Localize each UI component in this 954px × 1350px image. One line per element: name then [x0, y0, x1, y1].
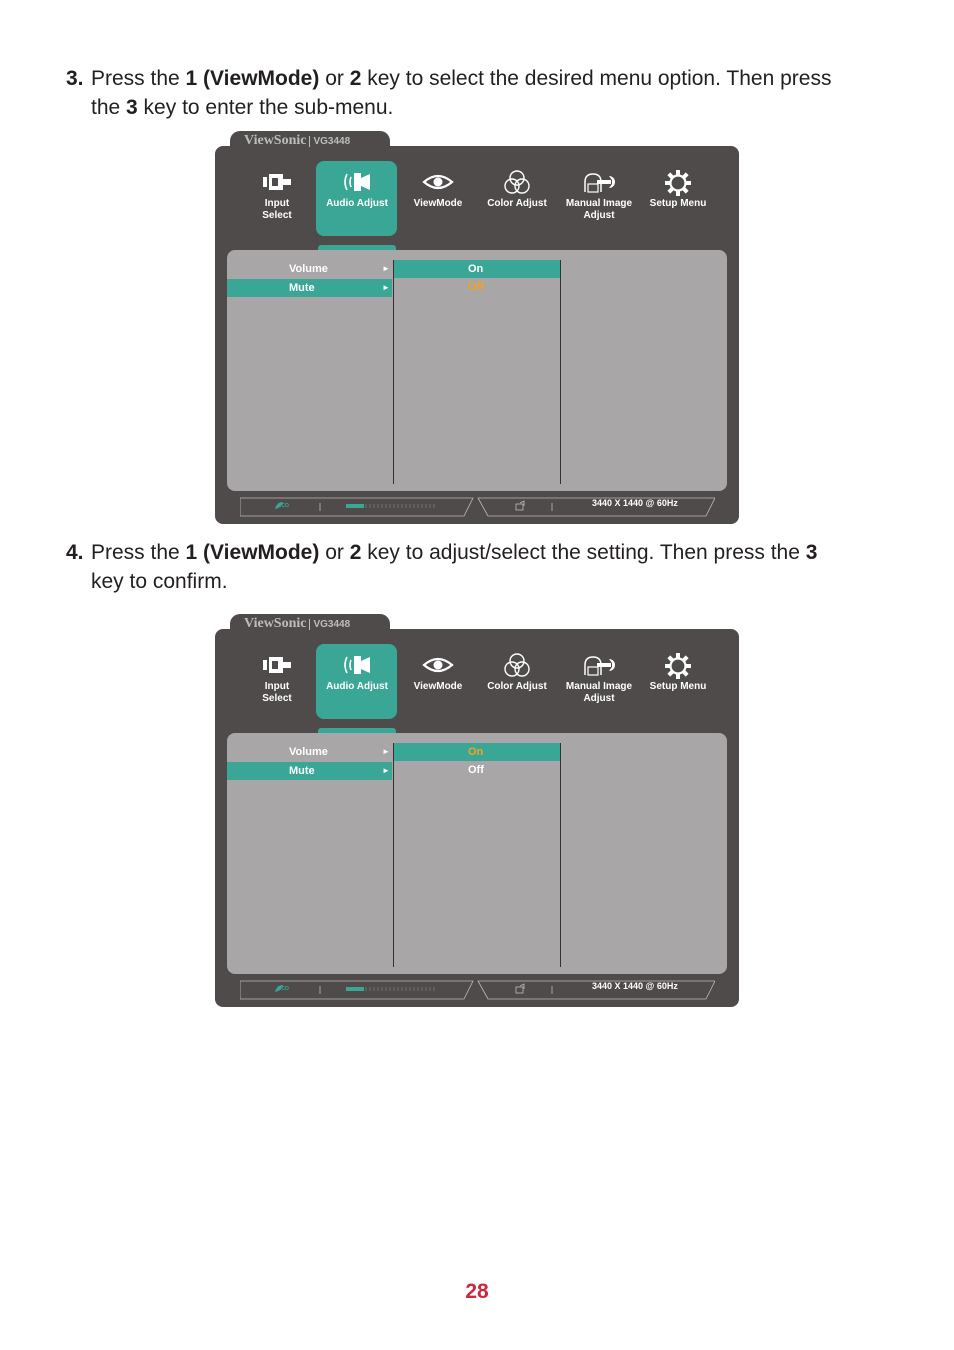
arrow-right-icon: ► — [382, 747, 390, 756]
arrow-right-icon: ► — [382, 283, 390, 292]
option-label: On — [468, 746, 484, 758]
menu-label: Color Adjust — [487, 198, 547, 209]
color-adjust-icon — [500, 653, 534, 679]
menu-item-setup-menu[interactable] — [636, 644, 720, 729]
menu-item-viewmode[interactable] — [396, 644, 480, 729]
audio-adjust-icon — [340, 653, 374, 677]
menu-label: Color Adjust — [487, 681, 547, 692]
page-number: 28 — [465, 1280, 489, 1303]
submenu-item-volume[interactable] — [227, 743, 392, 761]
manual-image-adjust-icon — [579, 170, 619, 194]
text: or — [319, 67, 350, 90]
resolution-readout: 3440 X 1440 @ 60Hz — [592, 981, 678, 991]
text: Press the — [91, 67, 186, 90]
brand-name: ViewSonic — [244, 133, 307, 148]
color-adjust-icon — [500, 170, 534, 196]
text: key to confirm. — [91, 570, 228, 593]
step-3-text — [66, 64, 886, 122]
manual-image-adjust-icon — [579, 653, 619, 677]
submenu-item-mute[interactable] — [227, 279, 392, 297]
model-name: VG3448 — [309, 136, 350, 147]
status-bar — [240, 980, 715, 1000]
submenu-label: Mute — [289, 282, 315, 294]
key-name: 3 — [126, 96, 138, 119]
status-bar — [240, 497, 715, 517]
brand-logo — [244, 616, 350, 632]
menu-item-color-adjust[interactable] — [475, 161, 559, 246]
key-name: 1 (ViewMode) — [185, 541, 320, 564]
menu-item-input-select[interactable] — [235, 161, 319, 246]
menu-label: Audio Adjust — [326, 198, 388, 209]
text: the — [91, 96, 127, 119]
model-name: VG3448 — [309, 619, 350, 630]
menu-label: Input — [264, 681, 290, 692]
menu-label: Select — [262, 210, 292, 221]
text: or — [319, 541, 350, 564]
menu-label: Adjust — [583, 693, 615, 704]
menu-item-setup-menu[interactable] — [636, 161, 720, 246]
menu-label: Setup Menu — [649, 681, 707, 692]
text: Press the — [91, 541, 186, 564]
step-number: 4. — [66, 541, 84, 564]
submenu-panel — [227, 733, 727, 974]
brand-name: ViewSonic — [244, 616, 307, 631]
osd-screenshot-1 — [215, 133, 739, 524]
option-on[interactable] — [394, 743, 560, 761]
menu-item-input-select[interactable] — [235, 644, 319, 729]
option-on[interactable] — [394, 260, 560, 278]
menu-item-manual-image-adjust[interactable] — [557, 161, 641, 246]
osd-screenshot-2 — [215, 616, 739, 1007]
menu-item-color-adjust[interactable] — [475, 644, 559, 729]
step-number: 3. — [66, 67, 84, 90]
key-name: 3 — [805, 541, 818, 564]
menu-label: Manual Image — [565, 681, 633, 692]
main-menu — [235, 161, 725, 246]
submenu-label: Volume — [289, 746, 328, 758]
option-label: Off — [468, 764, 484, 776]
input-select-icon — [260, 170, 294, 194]
menu-label: Audio Adjust — [326, 681, 388, 692]
text: key to enter the sub-menu. — [137, 96, 394, 119]
brand-logo — [244, 133, 350, 149]
column-divider — [560, 743, 561, 967]
text: key to select the desired menu option. Then press — [361, 67, 832, 90]
menu-label: Input — [264, 198, 290, 209]
submenu-label: Volume — [289, 263, 328, 275]
arrow-right-icon: ► — [382, 766, 390, 775]
option-off[interactable] — [394, 761, 560, 779]
menu-label: ViewMode — [413, 198, 463, 209]
submenu-panel — [227, 250, 727, 491]
menu-label: Manual Image — [565, 198, 633, 209]
arrow-right-icon: ► — [382, 264, 390, 273]
menu-item-viewmode[interactable] — [396, 161, 480, 246]
viewmode-eye-icon — [421, 170, 455, 194]
text: key to adjust/select the setting. Then press the — [361, 541, 806, 564]
setup-menu-gear-icon — [661, 170, 695, 196]
menu-item-audio-adjust[interactable] — [315, 161, 399, 246]
audio-adjust-icon — [340, 170, 374, 194]
viewmode-eye-icon — [421, 653, 455, 677]
main-menu — [235, 644, 725, 729]
menu-item-audio-adjust[interactable] — [315, 644, 399, 729]
menu-label: ViewMode — [413, 681, 463, 692]
input-select-icon — [260, 653, 294, 677]
submenu-label: Mute — [289, 765, 315, 777]
step-4-text — [66, 538, 886, 596]
submenu-item-mute[interactable] — [227, 762, 392, 780]
option-label: Off — [468, 281, 484, 293]
option-off[interactable] — [394, 278, 560, 296]
submenu-item-volume[interactable] — [227, 260, 392, 278]
menu-label: Adjust — [583, 210, 615, 221]
key-name: 2 — [349, 541, 362, 564]
menu-label: Select — [262, 693, 292, 704]
eco-mode-label: ECO — [278, 503, 289, 509]
menu-item-manual-image-adjust[interactable] — [557, 644, 641, 729]
menu-label: Setup Menu — [649, 198, 707, 209]
eco-mode-label: ECO — [278, 986, 289, 992]
resolution-readout: 3440 X 1440 @ 60Hz — [592, 498, 678, 508]
key-name: 1 (ViewMode) — [185, 67, 320, 90]
option-label: On — [468, 263, 484, 275]
key-name: 2 — [349, 67, 362, 90]
setup-menu-gear-icon — [661, 653, 695, 679]
column-divider — [560, 260, 561, 484]
